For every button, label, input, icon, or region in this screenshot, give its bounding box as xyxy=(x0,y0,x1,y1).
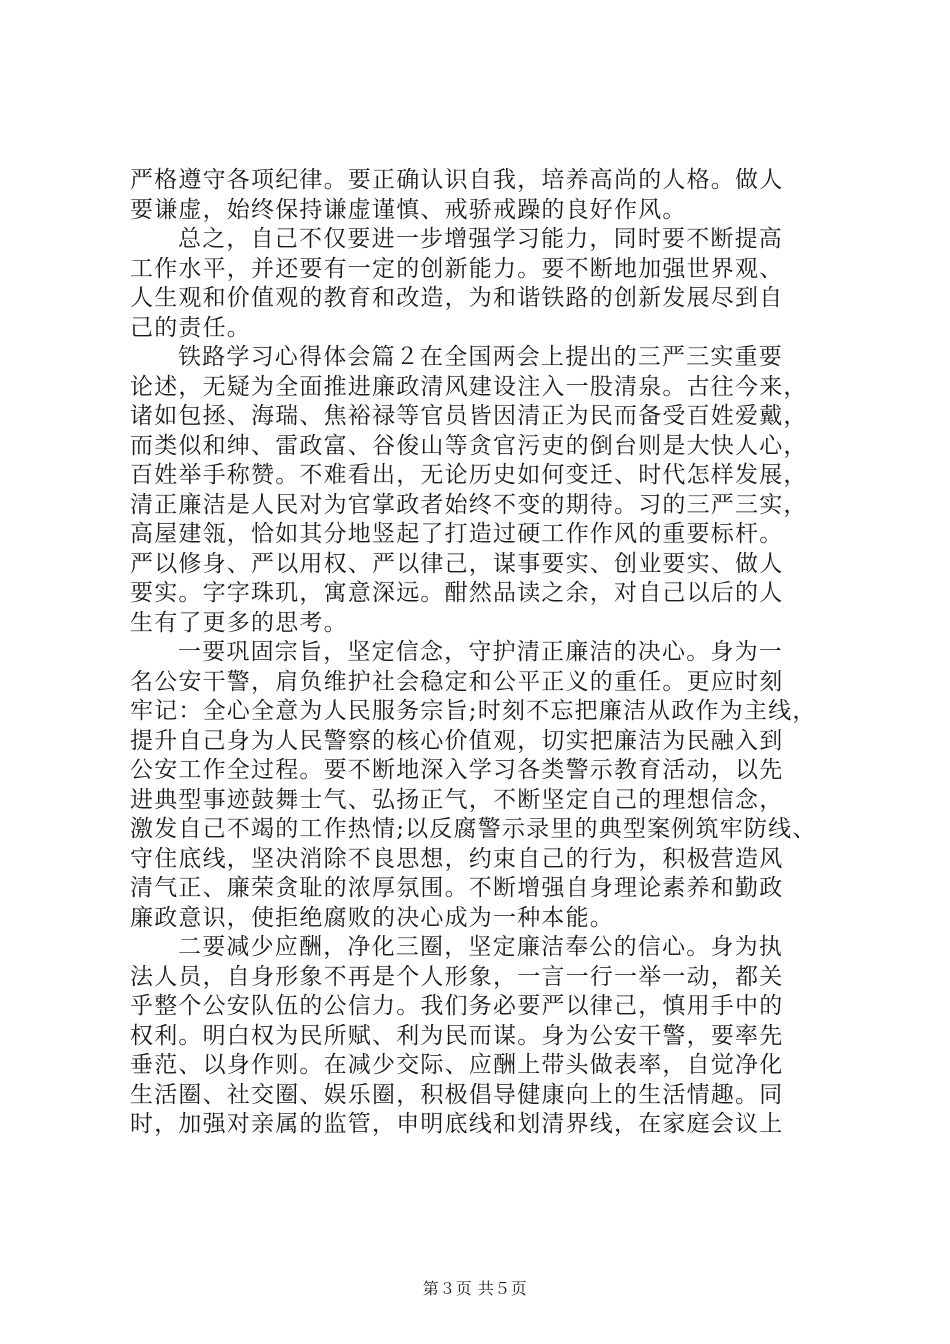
paragraph-start-line: 总之，自己不仅要进一步增强学习能力，同时要不断提高 xyxy=(178,226,783,252)
text-line: 法人员，自身形象不再是个人形象，一言一行一举一动，都关 xyxy=(130,963,784,990)
document-body xyxy=(130,166,830,1140)
text-line: 廉政意识，使拒绝腐败的决心成为一种本能。 xyxy=(130,904,614,931)
text-line: 提升自己身为人民警察的核心价值观，切实把廉洁为民融入到 xyxy=(130,727,784,754)
paragraph-start-line: 一要巩固宗旨，坚定信念，守护清正廉洁的决心。身为一 xyxy=(178,639,783,665)
text-line: 清气正、廉荣贪耻的浓厚氛围。不断增强自身理论素养和勤政 xyxy=(130,875,784,901)
text-line: 进典型事迹鼓舞士气、弘扬正气，不断坚定自己的理想信念， xyxy=(130,786,784,813)
text-line: 百姓举手称赞。不难看出，无论历史如何变迁、时代怎样发展， xyxy=(130,462,808,488)
text-line: 权利。明白权为民所赋、利为民而谋。身为公安干警，要率先 xyxy=(130,1022,784,1049)
text-line: 垂范、以身作则。在减少交际、应酬上带头做表率，自觉净化 xyxy=(130,1052,784,1078)
text-line: 要谦虚，始终保持谦虚谨慎、戒骄戒躁的良好作风。 xyxy=(130,196,687,223)
text-line: 生活圈、社交圈、娱乐圈，积极倡导健康向上的生活情趣。同 xyxy=(130,1081,784,1108)
text-line: 清正廉洁是人民对为官掌政者始终不变的期待。习的三严三实， xyxy=(130,491,808,518)
text-line: 严以修身、严以用权、严以律己，谋事要实、创业要实、做人 xyxy=(130,550,784,577)
text-line: 工作水平，并还要有一定的创新能力。要不断地加强世界观、 xyxy=(130,255,784,282)
text-line: 人生观和价值观的教育和改造，为和谐铁路的创新发展尽到自 xyxy=(130,285,784,311)
text-line: 时，加强对亲属的监管，申明底线和划清界线，在家庭会议上 xyxy=(130,1111,784,1137)
paragraph-start-line: 铁路学习心得体会篇２在全国两会上提出的三严三实重要 xyxy=(178,344,783,370)
text-line: 乎整个公安队伍的公信力。我们务必要严以律己，慎用手中的 xyxy=(130,993,784,1019)
text-line: 牢记：全心全意为人民服务宗旨;时刻不忘把廉洁从政作为主线， xyxy=(130,698,817,724)
text-line: 守住底线，坚决消除不良思想，约束自己的行为，积极营造风 xyxy=(130,845,784,872)
text-line: 严格遵守各项纪律。要正确认识自我，培养高尚的人格。做人 xyxy=(130,167,784,193)
text-line: 要实。字字珠玑，寓意深远。酣然品读之余，对自己以后的人 xyxy=(130,580,784,606)
paragraph-start-line: 二要减少应酬，净化三圈，坚定廉洁奉公的信心。身为执 xyxy=(178,934,783,960)
text-line: 激发自己不竭的工作热情;以反腐警示录里的典型案例筑牢防线、 xyxy=(130,816,817,842)
text-line: 生有了更多的思考。 xyxy=(130,609,348,636)
text-line: 公安工作全过程。要不断地深入学习各类警示教育活动，以先 xyxy=(130,757,784,783)
text-line: 己的责任。 xyxy=(130,314,251,341)
page-number-footer: 第３页 共５页 xyxy=(422,1279,528,1298)
text-line: 名公安干警，肩负维护社会稳定和公平正义的重任。更应时刻 xyxy=(130,668,784,695)
text-line: 诸如包拯、海瑞、焦裕禄等官员皆因清正为民而备受百姓爱戴， xyxy=(130,403,808,429)
text-line: 高屋建瓴，恰如其分地竖起了打造过硬工作作风的重要标杆。 xyxy=(130,521,784,547)
text-line: 而类似和绅、雷政富、谷俊山等贪官污吏的倒台则是大快人心， xyxy=(130,432,808,459)
text-line: 论述，无疑为全面推进廉政清风建设注入一股清泉。古往今来， xyxy=(130,373,808,400)
